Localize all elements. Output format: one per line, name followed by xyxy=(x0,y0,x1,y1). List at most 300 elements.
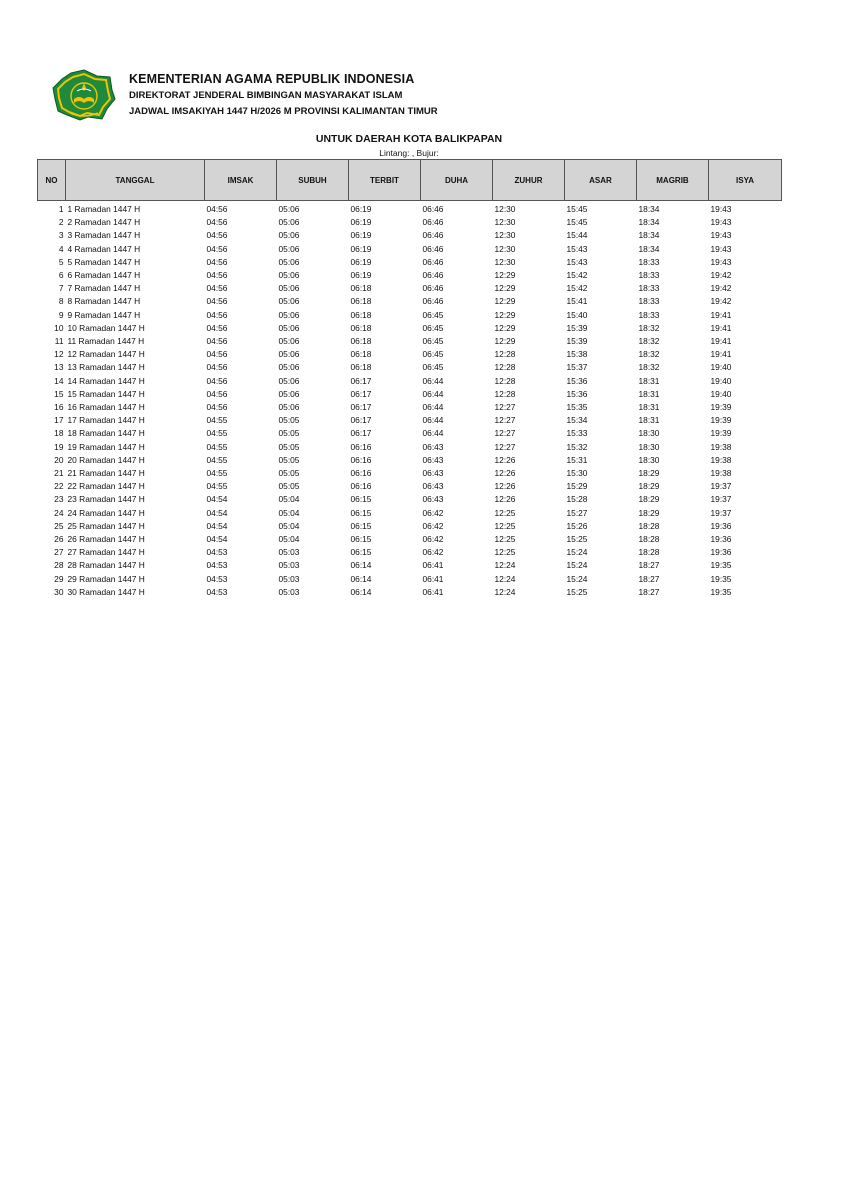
cell-terbit: 06:18 xyxy=(350,309,372,320)
cell-no: 7 xyxy=(58,283,64,294)
cell-isya: 19:41 xyxy=(710,336,732,347)
cell-tanggal: 4 Ramadan 1447 H xyxy=(67,243,141,254)
cell-no: 29 xyxy=(54,573,64,584)
coordinates-label: Lintang: , Bujur: xyxy=(379,148,439,158)
cell-no: 27 xyxy=(54,547,64,558)
cell-magrib: 18:30 xyxy=(638,454,660,465)
cell-zuhur: 12:25 xyxy=(494,534,516,545)
cell-isya: 19:43 xyxy=(710,243,732,254)
cell-subuh: 05:05 xyxy=(278,454,300,465)
cell-duha: 06:42 xyxy=(422,547,444,558)
cell-tanggal: 23 Ramadan 1447 H xyxy=(67,494,145,505)
cell-asar: 15:26 xyxy=(566,520,588,531)
cell-asar: 15:24 xyxy=(566,560,588,571)
table-row xyxy=(38,229,782,242)
cell-isya: 19:36 xyxy=(710,547,732,558)
cell-subuh: 05:05 xyxy=(278,441,300,452)
cell-tanggal: 13 Ramadan 1447 H xyxy=(67,362,145,373)
cell-subuh: 05:06 xyxy=(278,322,300,333)
cell-duha: 06:46 xyxy=(422,296,444,307)
cell-magrib: 18:34 xyxy=(638,243,660,254)
cell-isya: 19:39 xyxy=(710,428,732,439)
cell-duha: 06:45 xyxy=(422,336,444,347)
cell-asar: 15:45 xyxy=(566,204,588,214)
cell-duha: 06:44 xyxy=(422,428,444,439)
column-header-duha: DUHA xyxy=(421,160,493,201)
cell-subuh: 05:05 xyxy=(278,415,300,426)
table-row xyxy=(38,375,782,388)
cell-magrib: 18:34 xyxy=(638,230,660,241)
cell-imsak: 04:55 xyxy=(206,415,228,426)
cell-isya: 19:40 xyxy=(710,375,732,386)
cell-imsak: 04:55 xyxy=(206,454,228,465)
cell-duha: 06:46 xyxy=(422,256,444,267)
cell-magrib: 18:27 xyxy=(638,586,660,597)
cell-subuh: 05:03 xyxy=(278,573,300,584)
cell-subuh: 05:06 xyxy=(278,375,300,386)
cell-magrib: 18:34 xyxy=(638,204,660,214)
column-header-magrib: MAGRIB xyxy=(637,160,709,201)
cell-asar: 15:38 xyxy=(566,349,588,360)
cell-magrib: 18:34 xyxy=(638,217,660,228)
cell-imsak: 04:56 xyxy=(206,270,228,281)
cell-subuh: 05:04 xyxy=(278,534,300,545)
cell-isya: 19:36 xyxy=(710,534,732,545)
cell-subuh: 05:04 xyxy=(278,507,300,518)
cell-imsak: 04:54 xyxy=(206,534,228,545)
cell-imsak: 04:54 xyxy=(206,507,228,518)
cell-isya: 19:43 xyxy=(710,217,732,228)
cell-magrib: 18:28 xyxy=(638,547,660,558)
table-row xyxy=(38,401,782,414)
cell-zuhur: 12:25 xyxy=(494,507,516,518)
cell-asar: 15:44 xyxy=(566,230,588,241)
cell-no: 1 xyxy=(58,204,64,214)
cell-tanggal: 9 Ramadan 1447 H xyxy=(67,309,141,320)
table-row xyxy=(38,441,782,454)
cell-duha: 06:45 xyxy=(422,349,444,360)
cell-zuhur: 12:26 xyxy=(494,454,516,465)
cell-duha: 06:42 xyxy=(422,520,444,531)
cell-zuhur: 12:29 xyxy=(494,296,516,307)
cell-subuh: 05:06 xyxy=(278,309,300,320)
cell-tanggal: 8 Ramadan 1447 H xyxy=(67,296,141,307)
cell-subuh: 05:05 xyxy=(278,481,300,492)
cell-no: 18 xyxy=(54,428,64,439)
cell-subuh: 05:06 xyxy=(278,336,300,347)
cell-terbit: 06:14 xyxy=(350,560,372,571)
cell-isya: 19:42 xyxy=(710,270,732,281)
cell-asar: 15:29 xyxy=(566,481,588,492)
cell-imsak: 04:54 xyxy=(206,520,228,531)
cell-tanggal: 5 Ramadan 1447 H xyxy=(67,256,141,267)
cell-subuh: 05:05 xyxy=(278,468,300,479)
cell-imsak: 04:56 xyxy=(206,336,228,347)
cell-asar: 15:24 xyxy=(566,573,588,584)
cell-terbit: 06:15 xyxy=(350,520,372,531)
cell-terbit: 06:17 xyxy=(350,415,372,426)
cell-zuhur: 12:30 xyxy=(494,204,516,214)
cell-asar: 15:36 xyxy=(566,388,588,399)
cell-no: 16 xyxy=(54,402,64,413)
cell-asar: 15:45 xyxy=(566,217,588,228)
cell-no: 3 xyxy=(58,230,64,241)
cell-subuh: 05:06 xyxy=(278,204,300,214)
cell-isya: 19:43 xyxy=(710,230,732,241)
cell-magrib: 18:30 xyxy=(638,428,660,439)
table-row xyxy=(38,256,782,269)
cell-subuh: 05:04 xyxy=(278,520,300,531)
cell-magrib: 18:31 xyxy=(638,415,660,426)
cell-isya: 19:38 xyxy=(710,454,732,465)
cell-asar: 15:25 xyxy=(566,534,588,545)
cell-asar: 15:43 xyxy=(566,243,588,254)
table-row xyxy=(38,201,782,217)
schedule-title: JADWAL IMSAKIYAH 1447 H/2026 M PROVINSI KALIMANTAN TIMUR xyxy=(129,106,438,117)
column-header-terbit: TERBIT xyxy=(349,160,421,201)
cell-tanggal: 12 Ramadan 1447 H xyxy=(67,349,145,360)
cell-isya: 19:35 xyxy=(710,573,732,584)
column-header-no: NO xyxy=(38,160,66,201)
cell-zuhur: 12:29 xyxy=(494,283,516,294)
region-heading: UNTUK DAERAH KOTA BALIKPAPAN xyxy=(315,133,503,145)
cell-terbit: 06:18 xyxy=(350,362,372,373)
cell-no: 21 xyxy=(54,468,64,479)
cell-zuhur: 12:27 xyxy=(494,428,516,439)
cell-tanggal: 1 Ramadan 1447 H xyxy=(67,204,141,214)
cell-zuhur: 12:30 xyxy=(494,243,516,254)
cell-asar: 15:42 xyxy=(566,270,588,281)
cell-zuhur: 12:25 xyxy=(494,520,516,531)
cell-zuhur: 12:24 xyxy=(494,560,516,571)
table-row xyxy=(38,493,782,506)
column-header-imsak: IMSAK xyxy=(205,160,277,201)
cell-terbit: 06:18 xyxy=(350,283,372,294)
cell-duha: 06:41 xyxy=(422,573,444,584)
cell-duha: 06:45 xyxy=(422,322,444,333)
cell-imsak: 04:56 xyxy=(206,204,228,214)
cell-subuh: 05:06 xyxy=(278,402,300,413)
cell-duha: 06:43 xyxy=(422,494,444,505)
cell-no: 28 xyxy=(54,560,64,571)
cell-tanggal: 22 Ramadan 1447 H xyxy=(67,481,145,492)
cell-magrib: 18:33 xyxy=(638,270,660,281)
cell-no: 26 xyxy=(54,534,64,545)
cell-asar: 15:28 xyxy=(566,494,588,505)
cell-terbit: 06:15 xyxy=(350,494,372,505)
cell-asar: 15:30 xyxy=(566,468,588,479)
cell-imsak: 04:56 xyxy=(206,296,228,307)
cell-magrib: 18:32 xyxy=(638,336,660,347)
cell-isya: 19:35 xyxy=(710,586,732,597)
cell-duha: 06:46 xyxy=(422,243,444,254)
cell-tanggal: 14 Ramadan 1447 H xyxy=(67,375,145,386)
cell-imsak: 04:56 xyxy=(206,375,228,386)
cell-tanggal: 2 Ramadan 1447 H xyxy=(67,217,141,228)
cell-imsak: 04:56 xyxy=(206,217,228,228)
table-row xyxy=(38,546,782,559)
cell-imsak: 04:56 xyxy=(206,283,228,294)
cell-isya: 19:39 xyxy=(710,415,732,426)
table-row xyxy=(38,269,782,282)
cell-asar: 15:43 xyxy=(566,256,588,267)
cell-tanggal: 24 Ramadan 1447 H xyxy=(67,507,145,518)
cell-tanggal: 17 Ramadan 1447 H xyxy=(67,415,145,426)
cell-subuh: 05:04 xyxy=(278,494,300,505)
cell-terbit: 06:18 xyxy=(350,322,372,333)
cell-asar: 15:40 xyxy=(566,309,588,320)
table-row xyxy=(38,586,782,599)
cell-terbit: 06:19 xyxy=(350,204,372,214)
cell-duha: 06:43 xyxy=(422,481,444,492)
cell-magrib: 18:32 xyxy=(638,322,660,333)
cell-tanggal: 15 Ramadan 1447 H xyxy=(67,388,145,399)
table-row xyxy=(38,414,782,427)
cell-no: 2 xyxy=(58,217,64,228)
cell-isya: 19:43 xyxy=(710,204,732,214)
cell-magrib: 18:29 xyxy=(638,468,660,479)
cell-magrib: 18:33 xyxy=(638,283,660,294)
cell-terbit: 06:19 xyxy=(350,256,372,267)
cell-tanggal: 18 Ramadan 1447 H xyxy=(67,428,145,439)
cell-tanggal: 27 Ramadan 1447 H xyxy=(67,547,145,558)
imsakiyah-table xyxy=(37,159,782,599)
cell-isya: 19:37 xyxy=(710,494,732,505)
cell-terbit: 06:18 xyxy=(350,336,372,347)
cell-zuhur: 12:26 xyxy=(494,481,516,492)
table-row xyxy=(38,309,782,322)
cell-tanggal: 6 Ramadan 1447 H xyxy=(67,270,141,281)
cell-imsak: 04:56 xyxy=(206,256,228,267)
cell-duha: 06:46 xyxy=(422,230,444,241)
cell-imsak: 04:56 xyxy=(206,322,228,333)
cell-isya: 19:38 xyxy=(710,468,732,479)
cell-magrib: 18:29 xyxy=(638,494,660,505)
cell-tanggal: 30 Ramadan 1447 H xyxy=(67,586,145,597)
cell-isya: 19:35 xyxy=(710,560,732,571)
cell-magrib: 18:32 xyxy=(638,362,660,373)
cell-isya: 19:40 xyxy=(710,388,732,399)
cell-asar: 15:24 xyxy=(566,547,588,558)
cell-magrib: 18:30 xyxy=(638,441,660,452)
cell-duha: 06:43 xyxy=(422,441,444,452)
cell-no: 30 xyxy=(54,586,64,597)
cell-imsak: 04:53 xyxy=(206,560,228,571)
cell-terbit: 06:15 xyxy=(350,507,372,518)
cell-tanggal: 3 Ramadan 1447 H xyxy=(67,230,141,241)
cell-terbit: 06:18 xyxy=(350,296,372,307)
cell-duha: 06:43 xyxy=(422,468,444,479)
cell-zuhur: 12:29 xyxy=(494,336,516,347)
cell-zuhur: 12:30 xyxy=(494,217,516,228)
table-row xyxy=(38,467,782,480)
cell-subuh: 05:06 xyxy=(278,296,300,307)
cell-tanggal: 21 Ramadan 1447 H xyxy=(67,468,145,479)
cell-imsak: 04:55 xyxy=(206,428,228,439)
cell-terbit: 06:14 xyxy=(350,586,372,597)
cell-duha: 06:41 xyxy=(422,586,444,597)
cell-asar: 15:39 xyxy=(566,336,588,347)
cell-imsak: 04:56 xyxy=(206,402,228,413)
table-row xyxy=(38,295,782,308)
cell-duha: 06:46 xyxy=(422,270,444,281)
table-row xyxy=(38,243,782,256)
cell-terbit: 06:16 xyxy=(350,481,372,492)
cell-zuhur: 12:30 xyxy=(494,256,516,267)
cell-magrib: 18:31 xyxy=(638,388,660,399)
cell-tanggal: 11 Ramadan 1447 H xyxy=(67,336,145,347)
table-row xyxy=(38,480,782,493)
cell-asar: 15:25 xyxy=(566,586,588,597)
cell-magrib: 18:32 xyxy=(638,349,660,360)
cell-zuhur: 12:24 xyxy=(494,573,516,584)
column-header-zuhur: ZUHUR xyxy=(493,160,565,201)
cell-isya: 19:41 xyxy=(710,349,732,360)
cell-asar: 15:27 xyxy=(566,507,588,518)
cell-asar: 15:39 xyxy=(566,322,588,333)
cell-duha: 06:42 xyxy=(422,507,444,518)
cell-duha: 06:46 xyxy=(422,283,444,294)
cell-duha: 06:41 xyxy=(422,560,444,571)
cell-no: 5 xyxy=(58,256,64,267)
cell-terbit: 06:17 xyxy=(350,375,372,386)
column-header-isya: ISYA xyxy=(709,160,782,201)
cell-subuh: 05:06 xyxy=(278,217,300,228)
cell-terbit: 06:17 xyxy=(350,402,372,413)
cell-terbit: 06:16 xyxy=(350,441,372,452)
cell-subuh: 05:06 xyxy=(278,270,300,281)
cell-subuh: 05:06 xyxy=(278,349,300,360)
ministry-title: KEMENTERIAN AGAMA REPUBLIK INDONESIA xyxy=(129,72,415,86)
cell-duha: 06:42 xyxy=(422,534,444,545)
cell-isya: 19:36 xyxy=(710,520,732,531)
column-header-asar: ASAR xyxy=(565,160,637,201)
cell-magrib: 18:33 xyxy=(638,309,660,320)
cell-isya: 19:41 xyxy=(710,322,732,333)
cell-isya: 19:43 xyxy=(710,256,732,267)
table-row xyxy=(38,282,782,295)
cell-zuhur: 12:26 xyxy=(494,468,516,479)
column-header-tanggal: TANGGAL xyxy=(66,160,205,201)
cell-isya: 19:41 xyxy=(710,309,732,320)
cell-isya: 19:42 xyxy=(710,296,732,307)
cell-imsak: 04:56 xyxy=(206,349,228,360)
cell-no: 11 xyxy=(54,336,64,347)
cell-terbit: 06:16 xyxy=(350,468,372,479)
cell-tanggal: 29 Ramadan 1447 H xyxy=(67,573,145,584)
cell-isya: 19:37 xyxy=(710,481,732,492)
cell-subuh: 05:06 xyxy=(278,388,300,399)
cell-imsak: 04:55 xyxy=(206,468,228,479)
cell-no: 4 xyxy=(58,243,64,254)
cell-terbit: 06:19 xyxy=(350,217,372,228)
cell-tanggal: 19 Ramadan 1447 H xyxy=(67,441,145,452)
table-row xyxy=(38,388,782,401)
table-row xyxy=(38,335,782,348)
cell-imsak: 04:53 xyxy=(206,573,228,584)
cell-zuhur: 12:28 xyxy=(494,349,516,360)
cell-no: 13 xyxy=(54,362,64,373)
table-row xyxy=(38,573,782,586)
cell-no: 12 xyxy=(54,349,64,360)
cell-subuh: 05:03 xyxy=(278,586,300,597)
cell-terbit: 06:19 xyxy=(350,270,372,281)
cell-imsak: 04:56 xyxy=(206,388,228,399)
cell-isya: 19:40 xyxy=(710,362,732,373)
cell-duha: 06:44 xyxy=(422,415,444,426)
cell-isya: 19:39 xyxy=(710,402,732,413)
cell-tanggal: 7 Ramadan 1447 H xyxy=(67,283,141,294)
cell-imsak: 04:56 xyxy=(206,243,228,254)
cell-asar: 15:33 xyxy=(566,428,588,439)
table-row xyxy=(38,533,782,546)
cell-zuhur: 12:28 xyxy=(494,375,516,386)
table-row xyxy=(38,427,782,440)
cell-tanggal: 20 Ramadan 1447 H xyxy=(67,454,145,465)
cell-imsak: 04:53 xyxy=(206,547,228,558)
cell-magrib: 18:27 xyxy=(638,560,660,571)
cell-duha: 06:44 xyxy=(422,402,444,413)
cell-terbit: 06:15 xyxy=(350,534,372,545)
cell-no: 9 xyxy=(58,309,64,320)
cell-isya: 19:38 xyxy=(710,441,732,452)
kemenag-emblem-icon xyxy=(52,69,116,121)
cell-no: 22 xyxy=(54,481,64,492)
cell-tanggal: 28 Ramadan 1447 H xyxy=(67,560,145,571)
cell-terbit: 06:16 xyxy=(350,454,372,465)
cell-asar: 15:31 xyxy=(566,454,588,465)
cell-duha: 06:44 xyxy=(422,375,444,386)
table-row xyxy=(38,454,782,467)
cell-magrib: 18:27 xyxy=(638,573,660,584)
cell-terbit: 06:17 xyxy=(350,388,372,399)
cell-subuh: 05:03 xyxy=(278,547,300,558)
cell-duha: 06:46 xyxy=(422,204,444,214)
cell-tanggal: 16 Ramadan 1447 H xyxy=(67,402,145,413)
table-row xyxy=(38,216,782,229)
cell-magrib: 18:29 xyxy=(638,507,660,518)
cell-asar: 15:36 xyxy=(566,375,588,386)
cell-asar: 15:34 xyxy=(566,415,588,426)
cell-asar: 15:35 xyxy=(566,402,588,413)
cell-zuhur: 12:27 xyxy=(494,441,516,452)
directorate-subtitle: DIREKTORAT JENDERAL BIMBINGAN MASYARAKAT ISLAM xyxy=(129,90,403,101)
cell-no: 23 xyxy=(54,494,64,505)
cell-terbit: 06:17 xyxy=(350,428,372,439)
cell-magrib: 18:31 xyxy=(638,402,660,413)
cell-isya: 19:37 xyxy=(710,507,732,518)
cell-imsak: 04:56 xyxy=(206,230,228,241)
cell-zuhur: 12:24 xyxy=(494,586,516,597)
cell-imsak: 04:55 xyxy=(206,481,228,492)
cell-subuh: 05:06 xyxy=(278,256,300,267)
cell-imsak: 04:55 xyxy=(206,441,228,452)
cell-imsak: 04:56 xyxy=(206,309,228,320)
cell-no: 24 xyxy=(54,507,64,518)
cell-imsak: 04:53 xyxy=(206,586,228,597)
table-row xyxy=(38,520,782,533)
cell-imsak: 04:56 xyxy=(206,362,228,373)
cell-subuh: 05:06 xyxy=(278,230,300,241)
cell-no: 10 xyxy=(54,322,64,333)
cell-subuh: 05:05 xyxy=(278,428,300,439)
table-row xyxy=(38,361,782,374)
table-row xyxy=(38,507,782,520)
cell-zuhur: 12:27 xyxy=(494,415,516,426)
cell-zuhur: 12:25 xyxy=(494,547,516,558)
cell-duha: 06:45 xyxy=(422,309,444,320)
cell-zuhur: 12:26 xyxy=(494,494,516,505)
